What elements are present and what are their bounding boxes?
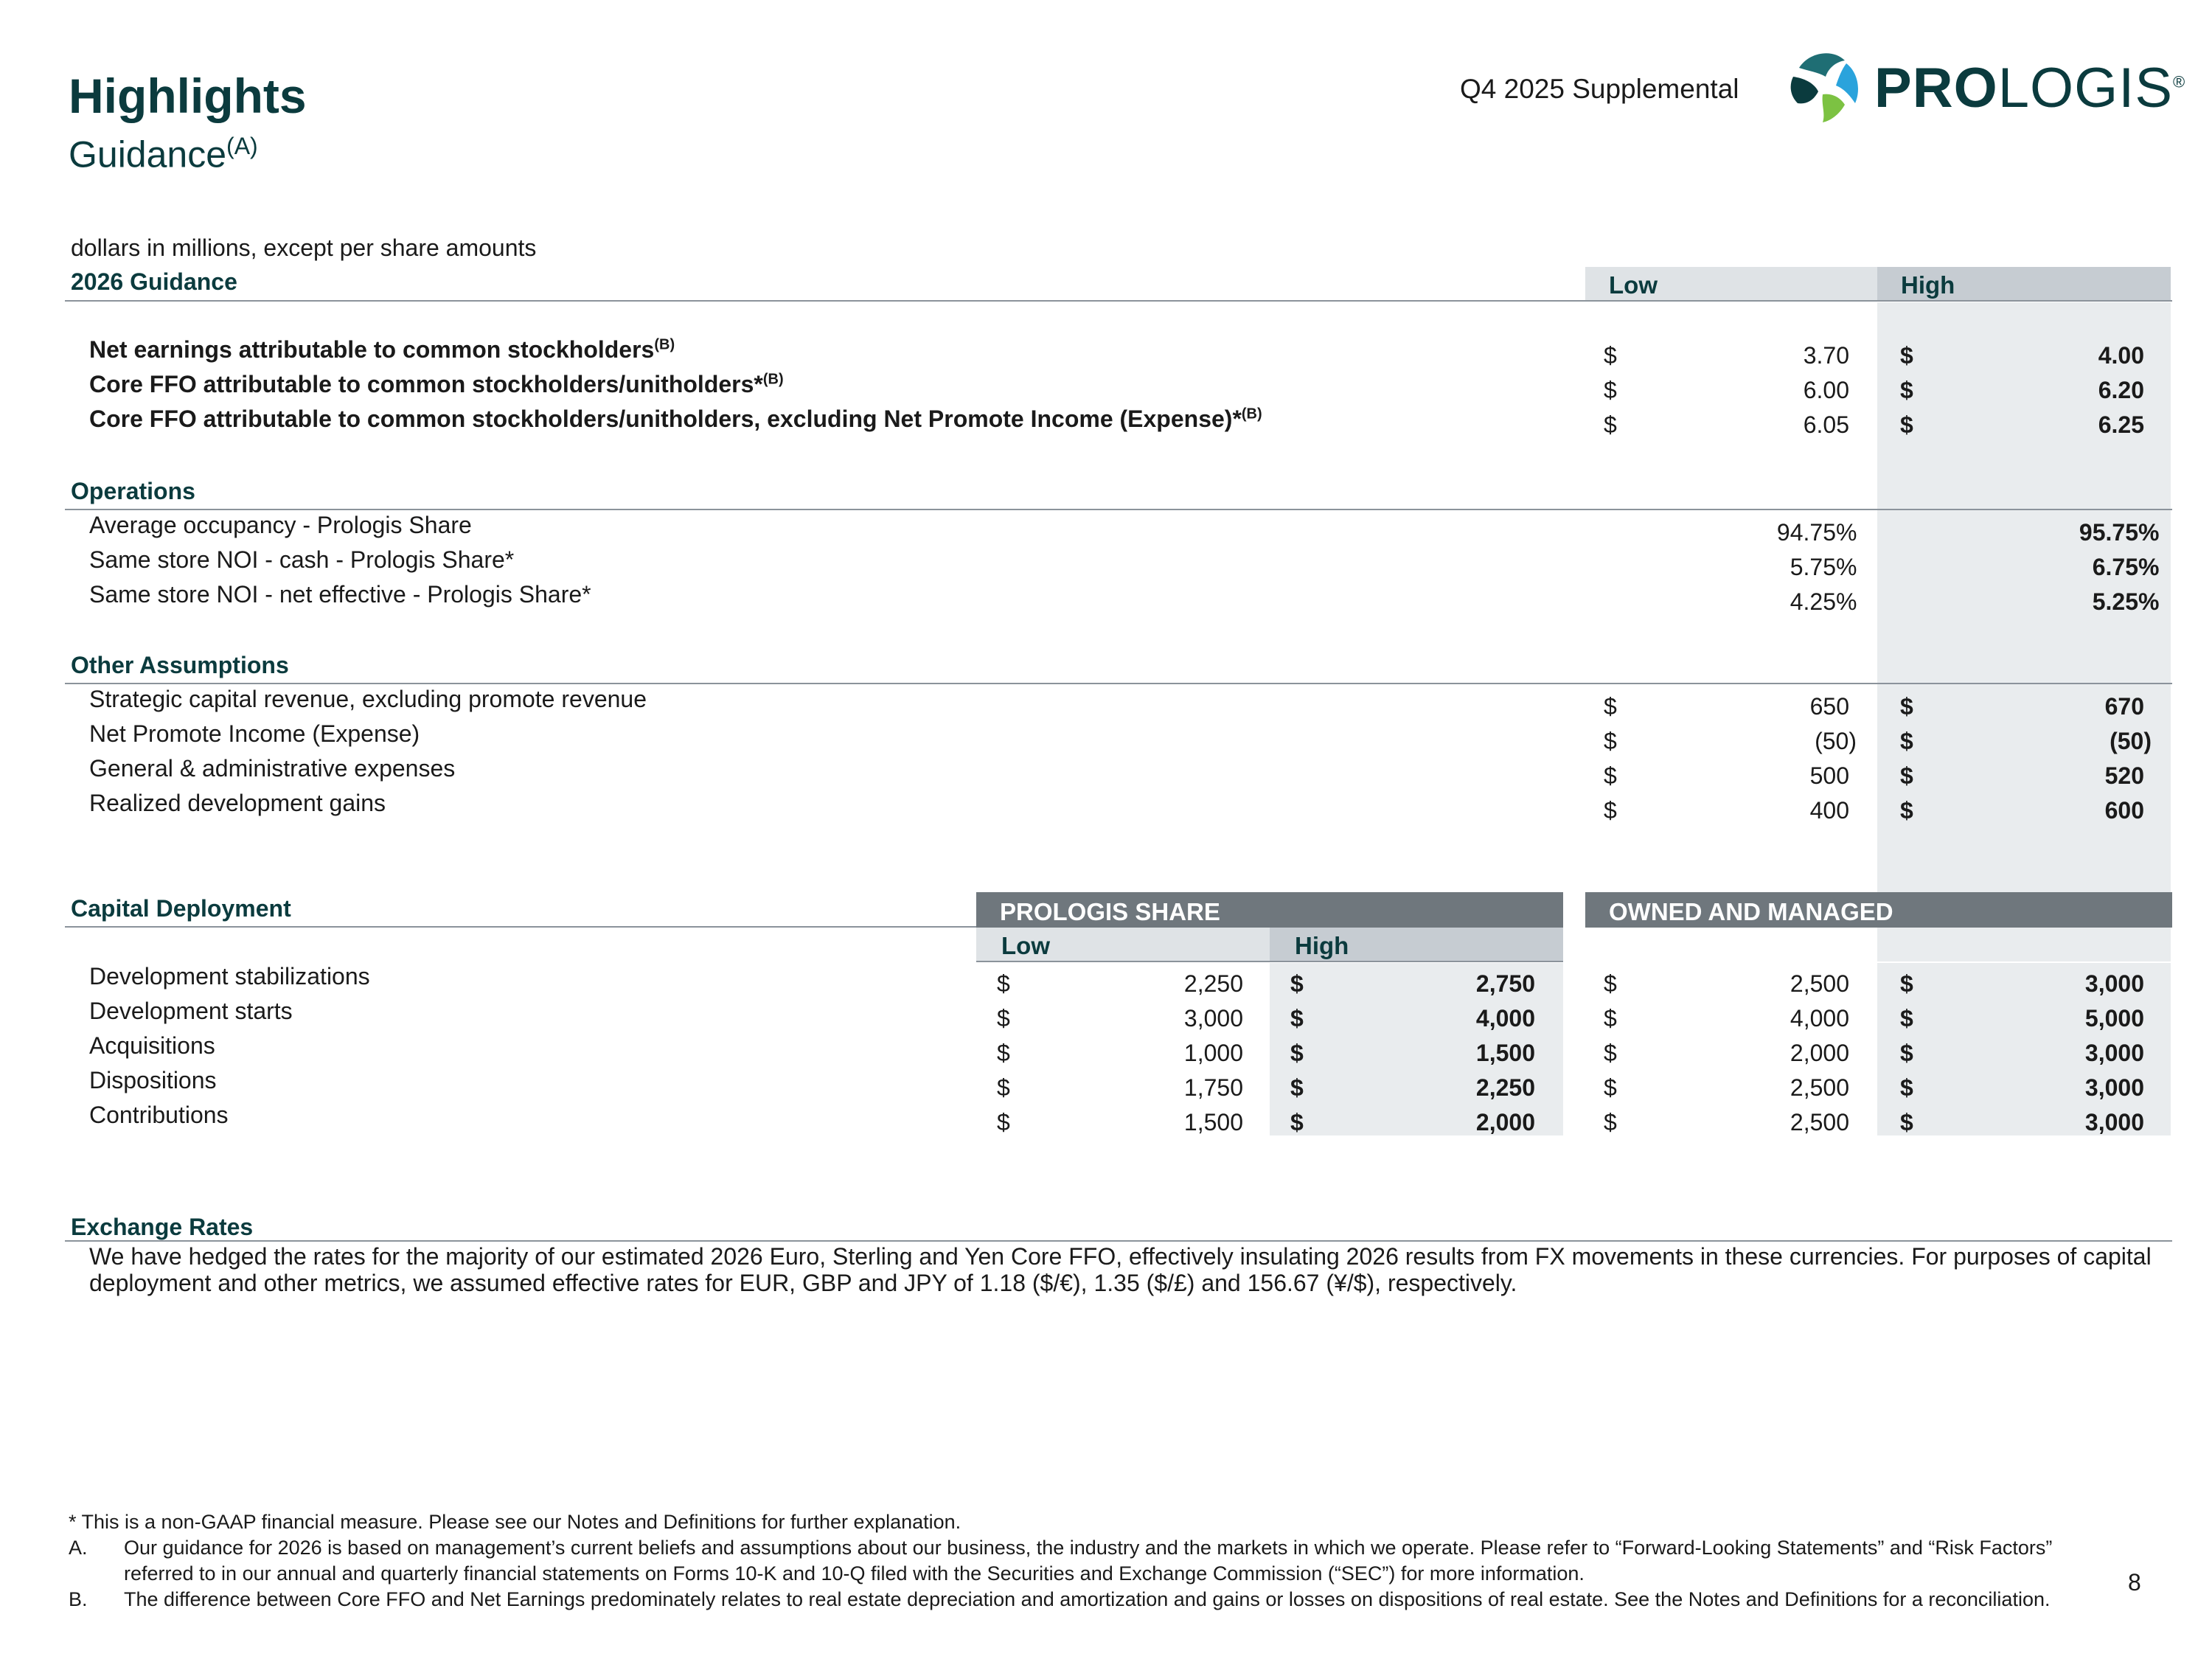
percent-sign: %	[1836, 588, 1857, 615]
section-heading-operations: Operations	[71, 478, 195, 504]
operations-high-value: 95.75	[2079, 519, 2138, 546]
currency-symbol: $	[1900, 762, 1913, 789]
divider	[65, 926, 976, 928]
percent-sign: %	[1836, 519, 1857, 546]
currency-symbol: $	[997, 1040, 1010, 1066]
ps-high-value: 2,000	[1475, 1109, 1535, 1135]
footnote-marker-b: B.	[69, 1588, 88, 1610]
other-high-value: (50)	[2110, 728, 2152, 754]
table-row-label: Net earnings attributable to common stockholders$^{(B)}$	[89, 336, 675, 363]
om-low-value: 2,500	[1790, 970, 1849, 997]
page-title: Highlights	[69, 69, 307, 123]
percent-sign: %	[2138, 588, 2160, 615]
currency-symbol: $	[1604, 411, 1617, 438]
table-row-label: Development starts	[89, 998, 293, 1024]
table-row-label: Dispositions	[89, 1067, 217, 1093]
table-row-label: Development stabilizations	[89, 963, 370, 990]
other-high-value: 520	[2104, 762, 2144, 789]
currency-symbol: $	[1900, 1109, 1913, 1135]
currency-symbol: $	[1290, 1109, 1304, 1135]
om-low-value: 2,500	[1790, 1109, 1849, 1135]
currency-symbol: $	[1290, 1074, 1304, 1101]
currency-symbol: $	[1900, 377, 1913, 403]
currency-symbol: $	[1900, 970, 1913, 997]
om-high-header-shade	[1877, 928, 2171, 961]
currency-symbol: $	[1900, 693, 1913, 720]
table-row-label: Acquisitions	[89, 1032, 215, 1059]
ps-high-value: 2,250	[1475, 1074, 1535, 1101]
page-number: 8	[2128, 1569, 2141, 1596]
currency-symbol: $	[997, 1005, 1010, 1032]
exchange-rates-text: We have hedged the rates for the majority of our estimated 2026 Euro, Sterling and Yen Core FFO, effectively insulating 2026 results from FX movements in these currencies. For purposes of capital deployment and other metrics, we assumed effective rates for EUR, GBP and JPY of 1.18 ($/€), 1.35 ($/£) and 156.67 (¥/$), respectively.	[89, 1243, 2152, 1296]
other-high-value: 600	[2104, 797, 2144, 824]
prologis-share-header: PROLOGIS SHARE	[976, 892, 1563, 928]
ps-low-column-header: Low	[976, 928, 1270, 961]
table-row-label: Same store NOI - net effective - Prologis Share*	[89, 581, 591, 608]
other-low-value: 500	[1809, 762, 1849, 789]
om-high-value: 3,000	[2084, 1109, 2144, 1135]
currency-symbol: $	[997, 1109, 1010, 1135]
supplemental-label: Q4 2025 Supplemental	[1460, 74, 1739, 104]
divider	[65, 300, 2172, 302]
footnote-marker-a: A.	[69, 1537, 88, 1559]
table-row-label: Core FFO attributable to common stockholders/unitholders*$^{(B)}$	[89, 371, 784, 397]
currency-symbol: $	[1604, 377, 1617, 403]
om-high-value: 3,000	[2084, 1040, 2144, 1066]
other-low-value: 400	[1809, 797, 1849, 824]
operations-low-value: 5.75	[1790, 554, 1836, 580]
currency-symbol: $	[1900, 1040, 1913, 1066]
globe-icon	[1784, 46, 1867, 128]
divider	[65, 1240, 2172, 1242]
table-row-label: Average occupancy - Prologis Share	[89, 512, 472, 538]
currency-symbol: $	[997, 1074, 1010, 1101]
currency-symbol: $	[1604, 1040, 1617, 1066]
om-high-value: 5,000	[2084, 1005, 2144, 1032]
table-row-label: Net Promote Income (Expense)	[89, 720, 420, 747]
divider	[65, 683, 2172, 684]
currency-symbol: $	[1900, 342, 1913, 369]
logo-wordmark: PROLOGIS®	[1874, 57, 2186, 119]
page-subtitle	[69, 133, 258, 176]
high-column-header: High	[1877, 267, 2171, 301]
section-heading-capital-deployment: Capital Deployment	[71, 895, 291, 922]
currency-symbol: $	[1290, 1040, 1304, 1066]
currency-symbol: $	[1290, 1005, 1304, 1032]
guidance-high-value: 4.00	[2098, 342, 2144, 369]
section-heading-exchange-rates: Exchange Rates	[71, 1214, 254, 1240]
footnote-non-gaap: * This is a non-GAAP financial measure. Please see our Notes and Definitions for further explanation.	[69, 1511, 961, 1533]
currency-symbol: $	[1604, 797, 1617, 824]
guidance-low-value: 6.05	[1803, 411, 1849, 438]
guidance-high-value: 6.20	[2098, 377, 2144, 403]
units-note: dollars in millions, except per share amounts	[71, 234, 537, 261]
currency-symbol: $	[1900, 728, 1913, 754]
om-high-value: 3,000	[2084, 1074, 2144, 1101]
currency-symbol: $	[1900, 1005, 1913, 1032]
other-high-value: 670	[2104, 693, 2144, 720]
currency-symbol: $	[1604, 342, 1617, 369]
table-row-label: Realized development gains	[89, 790, 386, 816]
ps-high-value: 4,000	[1475, 1005, 1535, 1032]
guidance-low-value: 3.70	[1803, 342, 1849, 369]
currency-symbol: $	[1604, 1109, 1617, 1135]
currency-symbol: $	[1900, 1074, 1913, 1101]
om-high-value: 3,000	[2084, 970, 2144, 997]
operations-low-value: 94.75	[1776, 519, 1836, 546]
currency-symbol: $	[1604, 762, 1617, 789]
currency-symbol: $	[1604, 728, 1617, 754]
table-row-label: Same store NOI - cash - Prologis Share*	[89, 546, 515, 573]
other-low-value: 650	[1809, 693, 1849, 720]
currency-symbol: $	[1604, 970, 1617, 997]
currency-symbol: $	[1604, 1005, 1617, 1032]
footnote-b: The difference between Core FFO and Net Earnings predominately relates to real estate depreciation and amortization and gains or losses on dispositions of real estate. See the Notes and Definitions for a reconciliation.	[124, 1588, 2051, 1610]
prologis-logo	[1784, 46, 2186, 127]
ps-low-value: 1,750	[1183, 1074, 1243, 1101]
ps-low-value: 1,500	[1183, 1109, 1243, 1135]
currency-symbol: $	[1900, 797, 1913, 824]
divider	[976, 961, 1563, 962]
operations-high-value: 6.75	[2092, 554, 2138, 580]
guidance-low-value: 6.00	[1803, 377, 1849, 403]
subtitle-text: Guidance	[69, 133, 227, 175]
currency-symbol: $	[997, 970, 1010, 997]
ps-low-value: 3,000	[1183, 1005, 1243, 1032]
table-row-label: General & administrative expenses	[89, 755, 456, 782]
percent-sign: %	[2138, 519, 2160, 546]
currency-symbol: $	[1290, 970, 1304, 997]
currency-symbol: $	[1604, 1074, 1617, 1101]
operations-low-value: 4.25	[1790, 588, 1836, 615]
guidance-high-value: 6.25	[2098, 411, 2144, 438]
om-low-value: 2,500	[1790, 1074, 1849, 1101]
table-row-label: Strategic capital revenue, excluding promote revenue	[89, 686, 647, 712]
om-low-value: 2,000	[1790, 1040, 1849, 1066]
table-row-label: Contributions	[89, 1102, 229, 1128]
currency-symbol: $	[1900, 411, 1913, 438]
percent-sign: %	[2138, 554, 2160, 580]
other-low-value: (50)	[1815, 728, 1857, 754]
table-row-label: Core FFO attributable to common stockholders/unitholders, excluding Net Promote Income (Expense)*$^{(B)}$	[89, 406, 1262, 432]
ps-low-value: 2,250	[1183, 970, 1243, 997]
ps-high-column-header: High	[1270, 928, 1563, 961]
om-low-value: 4,000	[1790, 1005, 1849, 1032]
ps-low-value: 1,000	[1183, 1040, 1243, 1066]
owned-managed-header: OWNED AND MANAGED	[1585, 892, 2172, 928]
ps-high-value: 2,750	[1475, 970, 1535, 997]
ps-high-value: 1,500	[1475, 1040, 1535, 1066]
section-heading-other-assumptions: Other Assumptions	[71, 652, 289, 678]
divider	[65, 509, 2172, 510]
percent-sign: %	[1836, 554, 1857, 580]
footnote-a: Our guidance for 2026 is based on management’s current beliefs and assumptions about our business, the industry and the markets in which we operate. Please refer to “Forward-Looking Statements” and “Risk Factors” referred to in our annual and quarterly financial statements on Forms 10-K and 10-Q filed with the Securities and Exchange Commission (“SEC”) for more information.	[124, 1537, 2053, 1585]
section-heading-guidance: 2026 Guidance	[71, 268, 237, 295]
subtitle-footnote-ref: (A)	[226, 133, 258, 159]
operations-high-value: 5.25	[2092, 588, 2138, 615]
currency-symbol: $	[1604, 693, 1617, 720]
low-column-header: Low	[1585, 267, 1877, 301]
